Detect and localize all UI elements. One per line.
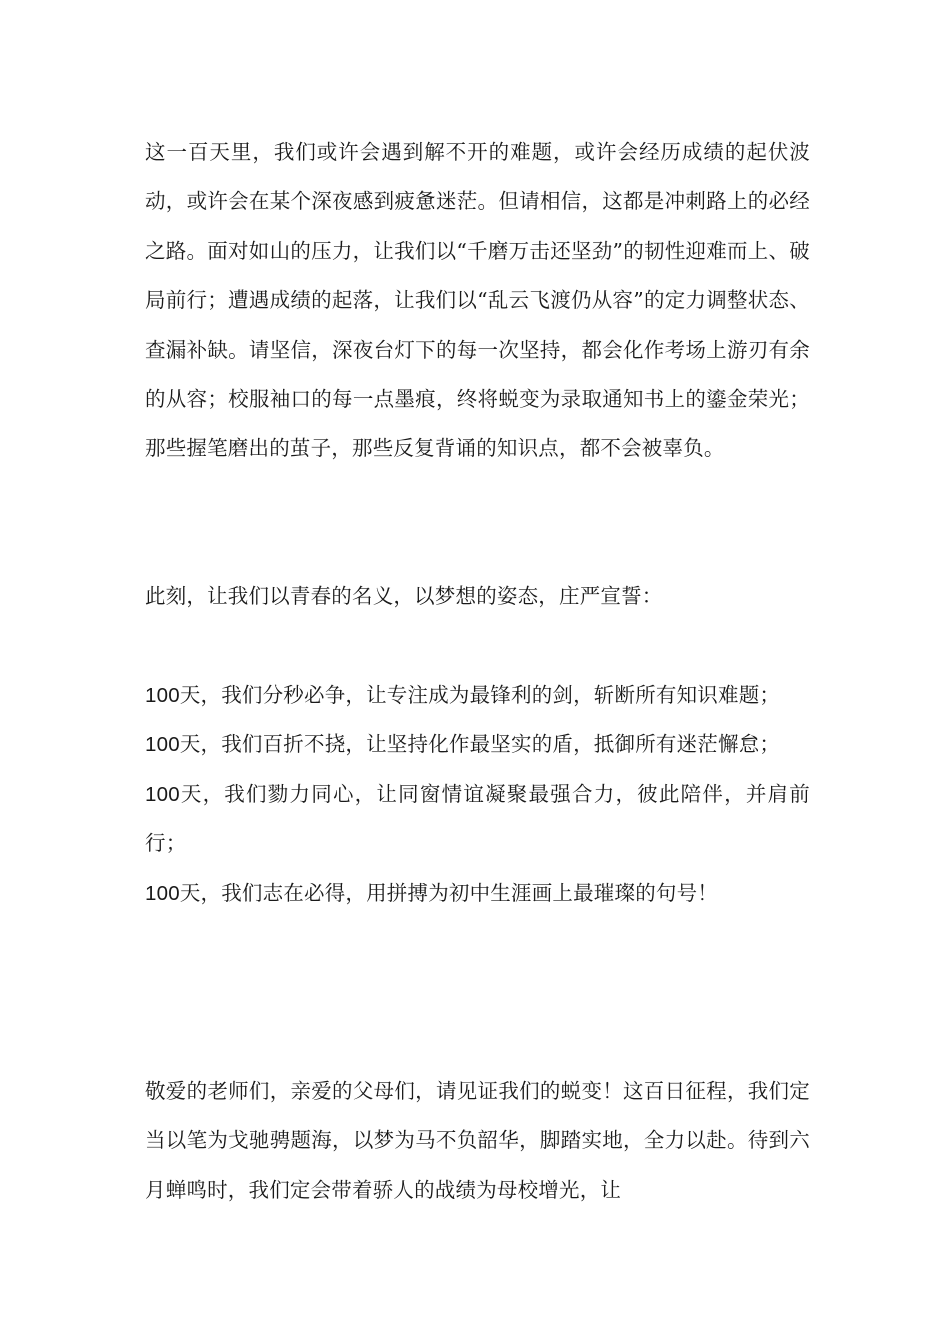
oath-text: 天，我们勠力同心，让同窗情谊凝聚最强合力，彼此陪伴，并肩前行； [145,781,810,856]
oath-line-1 [145,671,810,720]
oath-text: 天，我们志在必得，用拼搏为初中生涯画上最璀璨的句号！ [179,880,719,905]
oath-number: 100 [145,684,180,707]
paragraph-text: 此刻，让我们以青春的名义，以梦想的姿态，庄严宣誓： [145,584,663,608]
oath-list [145,671,810,918]
oath-number: 100 [145,733,180,757]
oath-text: 天，我们分秒必争，让专注成为最锋利的剑，斩断所有知识难题； [179,683,781,707]
paragraph-witness [145,1067,810,1215]
paragraph-oath-intro [145,572,810,621]
oath-text: 天，我们百折不挠，让坚持化作最坚实的盾，抵御所有迷茫懈怠； [179,732,781,757]
oath-number: 100 [145,881,180,905]
paragraph-text: 敬爱的老师们，亲爱的父母们，请见证我们的蜕变！这百日征程，我们定当以笔为戈驰骋题海，以梦为马不负韶华，脚踏实地，全力以赴。待到六月蝉鸣时，我们定会带着骄人的战绩为母校增光，让 [145,1079,810,1202]
oath-line-4 [145,869,810,918]
oath-line-2 [145,720,810,769]
oath-line-3 [145,770,810,869]
oath-number: 100 [145,782,180,806]
paragraph-text: 这一百天里，我们或许会遇到解不开的难题，或许会经历成绩的起伏波动，或许会在某个深夜感到疲惫迷茫。但请相信，这都是冲刺路上的必经之路。面对如山的压力，让我们以“千磨万击还坚劲”的韧性迎难而上、破局前行；遭遇成绩的起落，让我们以“乱云飞渡仍从容”的定力调整状态、查漏补缺。请坚信，深夜台灯下的每一次坚持，都会化作考场上游刃有余的从容；校服袖口的每一点墨痕，终将蜕变为录取通知书上的鎏金荣光；那些握笔磨出的茧子，那些反复背诵的知识点，都不会被辜负。 [145,140,810,461]
paragraph-hundred-days [145,128,810,474]
